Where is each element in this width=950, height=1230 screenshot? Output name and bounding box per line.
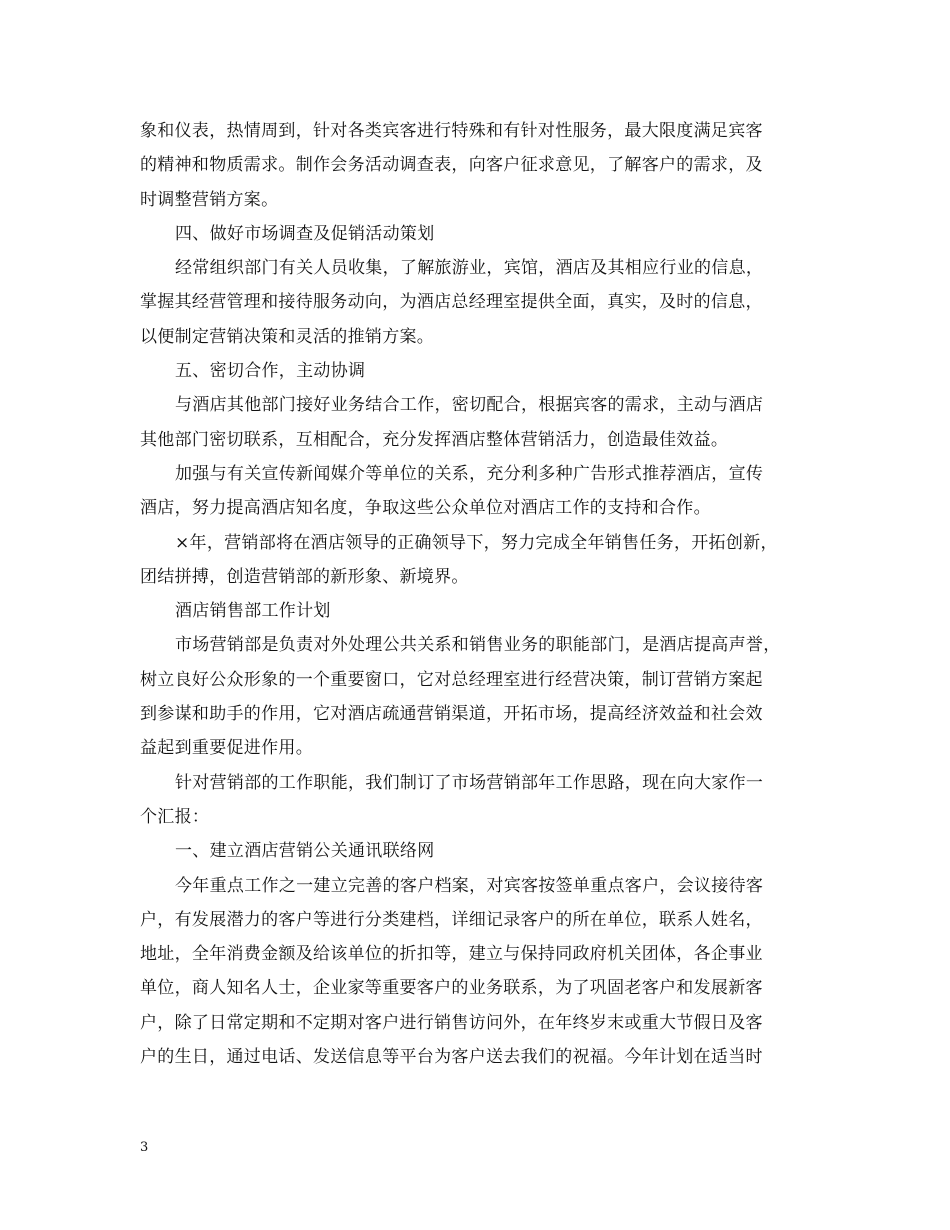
text-line: 户，除了日常定期和不定期对客户进行销售访问外，在年终岁末或重大节假日及客 xyxy=(140,1012,763,1033)
text-line: 单位，商人知名人士，企业家等重要客户的业务联系，为了巩固老客户和发展新客 xyxy=(140,978,763,999)
page-number: 3 xyxy=(140,1140,149,1155)
text-line: 经常组织部门有关人员收集，了解旅游业，宾馆，酒店及其相应行业的信息， xyxy=(175,258,764,279)
text-line: 加强与有关宣传新闻媒介等单位的关系，充分利多种广告形式推荐酒店，宣传 xyxy=(175,463,764,484)
text-line: 团结拼搏，创造营销部的新形象、新境界。 xyxy=(140,566,469,587)
text-line: 一、建立酒店营销公关通讯联络网 xyxy=(175,841,435,862)
text-line: 酒店，努力提高酒店知名度，争取这些公众单位对酒店工作的支持和合作。 xyxy=(140,498,711,519)
text-line: 户的生日，通过电话、发送信息等平台为客户送去我们的祝福。今年计划在适当时 xyxy=(140,1047,763,1068)
text-line: 与酒店其他部门接好业务结合工作，密切配合，根据宾客的需求，主动与酒店 xyxy=(175,395,764,416)
text-line: 酒店销售部工作计划 xyxy=(175,601,331,622)
text-line: 的精神和物质需求。制作会务活动调查表，向客户征求意见，了解客户的需求，及 xyxy=(140,155,763,176)
text-line: 五、密切合作，主动协调 xyxy=(175,361,366,382)
text-line: 到参谋和助手的作用，它对酒店疏通营销渠道，开拓市场，提高经济效益和社会效 xyxy=(140,704,763,725)
text-line: 象和仪表，热情周到，针对各类宾客进行特殊和有针对性服务，最大限度满足宾客 xyxy=(140,121,763,141)
text-line: 市场营销部是负责对外处理公共关系和销售业务的职能部门，是酒店提高声誉， xyxy=(175,635,781,656)
text-line: 地址，全年消费金额及给该单位的折扣等，建立与保持同政府机关团体，各企事业 xyxy=(140,944,763,965)
text-line: 今年重点工作之一建立完善的客户档案，对宾客按签单重点客户，会议接待客 xyxy=(175,875,764,896)
text-line: 掌握其经营管理和接待服务动向，为酒店总经理室提供全面，真实，及时的信息， xyxy=(140,292,763,313)
text-line: 树立良好公众形象的一个重要窗口，它对总经理室进行经营决策，制订营销方案起 xyxy=(140,669,763,690)
text-line: 户，有发展潜力的客户等进行分类建档，详细记录客户的所在单位，联系人姓名， xyxy=(140,909,763,930)
text-line: 四、做好市场调查及促销活动策划 xyxy=(175,223,435,244)
text-line: 以便制定营销决策和灵活的推销方案。 xyxy=(140,326,435,347)
text-line: 个汇报： xyxy=(140,806,210,827)
text-line: 其他部门密切联系，互相配合，充分发挥酒店整体营销活力，创造最佳效益。 xyxy=(140,429,729,450)
text-line: 益起到重要促进作用。 xyxy=(140,738,313,759)
text-line: ×年，营销部将在酒店领导的正确领导下，努力完成全年销售任务，开拓创新， xyxy=(175,532,778,553)
text-line: 时调整营销方案。 xyxy=(140,189,279,210)
text-line: 针对营销部的工作职能，我们制订了市场营销部年工作思路，现在向大家作一 xyxy=(175,772,764,793)
body-text xyxy=(140,114,820,1074)
